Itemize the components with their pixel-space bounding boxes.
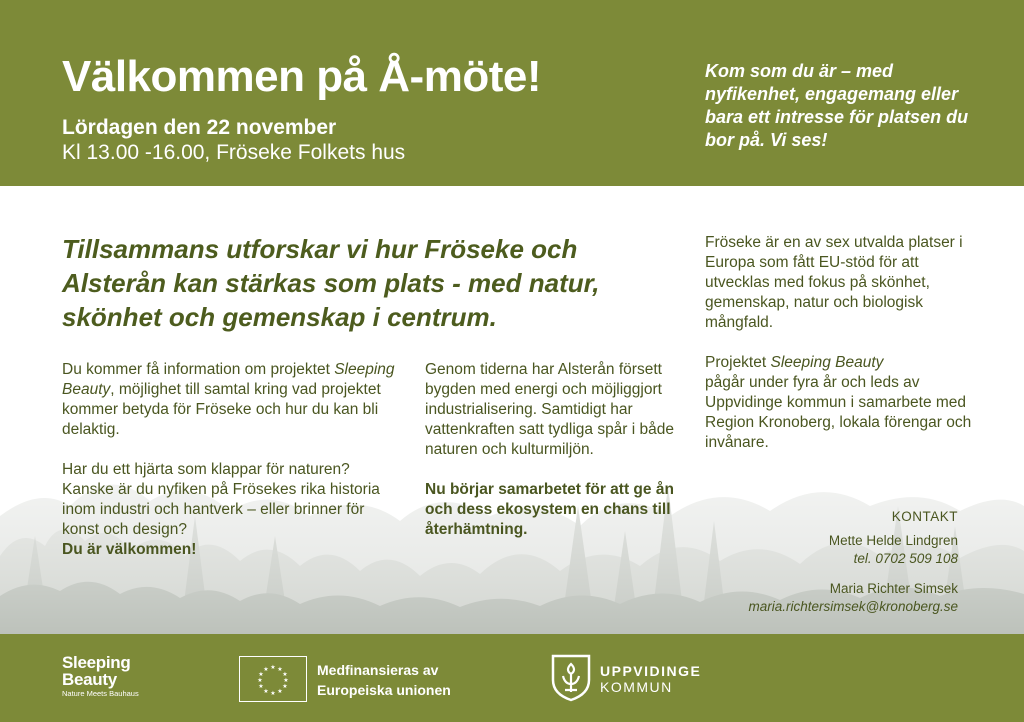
footer-band — [0, 634, 1024, 722]
contact-phone[interactable]: tel. 0702 509 108 — [853, 551, 958, 566]
eu-cofunding-text — [317, 660, 451, 700]
eu-line-2: Europeiska unionen — [317, 682, 451, 698]
svg-text:★: ★ — [282, 683, 288, 690]
logo-line-1: Sleeping — [62, 653, 131, 672]
sleeping-beauty-logo — [62, 654, 139, 700]
eu-flag-icon — [239, 656, 307, 702]
project-name: Sleeping Beauty — [62, 361, 395, 398]
lead-statement: Tillsammans utforskar vi hur Fröseke och Alsterån kan stärkas som plats - med natur, skönhet och gemenskap i centrum. — [62, 234, 600, 332]
heart-paragraph — [62, 460, 402, 560]
svg-text:★: ★ — [277, 666, 283, 673]
uv-line-1: UPPVIDINGE — [600, 663, 702, 679]
svg-text:★: ★ — [283, 677, 289, 684]
contact-email[interactable]: maria.richtersimsek@kronoberg.se — [748, 599, 958, 614]
header-band — [0, 0, 1024, 186]
svg-text:★: ★ — [258, 683, 264, 690]
history-paragraph: Genom tiderna har Alsterån försett bygden med energi och möjliggjort industrialisering. Samtidigt har vattenkraften satt tydliga spår i både naturen och kulturmiljön. — [425, 361, 675, 458]
svg-text:★: ★ — [270, 690, 276, 697]
uppvidinge-shield-icon — [551, 654, 591, 702]
event-date: Lördagen den 22 november — [62, 116, 337, 139]
svg-text:★: ★ — [282, 671, 288, 678]
project-text-b: pågår under fyra år och leds av Uppvidinge kommun i samarbete med Region Kronoberg, lokala förengar och invånare. — [705, 374, 972, 451]
svg-text:★: ★ — [257, 677, 263, 684]
logo-tagline: Nature Meets Bauhaus — [62, 689, 139, 698]
uppvidinge-wordmark — [600, 663, 701, 695]
svg-text:★: ★ — [263, 666, 269, 673]
intro-paragraph — [62, 360, 402, 440]
logo-line-2: Beauty — [62, 670, 117, 689]
contact-label: KONTAKT — [891, 509, 958, 524]
svg-text:★: ★ — [263, 688, 269, 695]
column-intro — [62, 360, 402, 580]
column-project — [705, 233, 975, 473]
eu-stars-icon — [240, 657, 306, 701]
uv-line-2: KOMMUN — [600, 679, 673, 695]
svg-text:★: ★ — [270, 664, 276, 671]
project-paragraph — [705, 353, 975, 453]
collaboration-paragraph: Nu börjar samarbetet för att ge ån och dess ekosystem en chans till återhämtning. — [425, 481, 674, 538]
contact-name-1: Mette Helde Lindgren — [828, 533, 958, 548]
heart-text: Har du ett hjärta som klappar för naturen? Kanske är du nyfiken på Frösekes rika historia inom industri och hantverk – eller brinner för konst och design? — [62, 461, 380, 538]
svg-text:★: ★ — [277, 688, 283, 695]
intro-text-b: , möjlighet till samtal kring vad projektet kommer betyda för Fröseke och hur du kan bli delaktig. — [62, 381, 381, 438]
page-title: Välkommen på Å-möte! — [62, 52, 541, 101]
intro-text-a: Du kommer få information om projektet — [62, 361, 335, 378]
event-time-place: Kl 13.00 -16.00, Fröseke Folkets hus — [62, 141, 406, 164]
welcome-text: Du är välkommen! — [62, 541, 197, 558]
svg-text:★: ★ — [258, 671, 264, 678]
contact-name-2: Maria Richter Simsek — [829, 581, 958, 596]
eu-line-1: Medfinansieras av — [317, 662, 439, 678]
contact-block — [748, 508, 958, 616]
column-history — [425, 360, 675, 560]
header-tagline: Kom som du är – med nyfikenhet, engagemang eller bara ett intresse för platsen du bor på. Vi ses! — [705, 61, 969, 150]
project-name-2: Sleeping Beauty — [770, 354, 884, 371]
eu-support-paragraph: Fröseke är en av sex utvalda platser i Europa som fått EU-stöd för att utvecklas med fokus på skönhet, gemenskap, natur och biologisk mångfald. — [705, 234, 963, 331]
project-text-a: Projektet — [705, 354, 771, 371]
